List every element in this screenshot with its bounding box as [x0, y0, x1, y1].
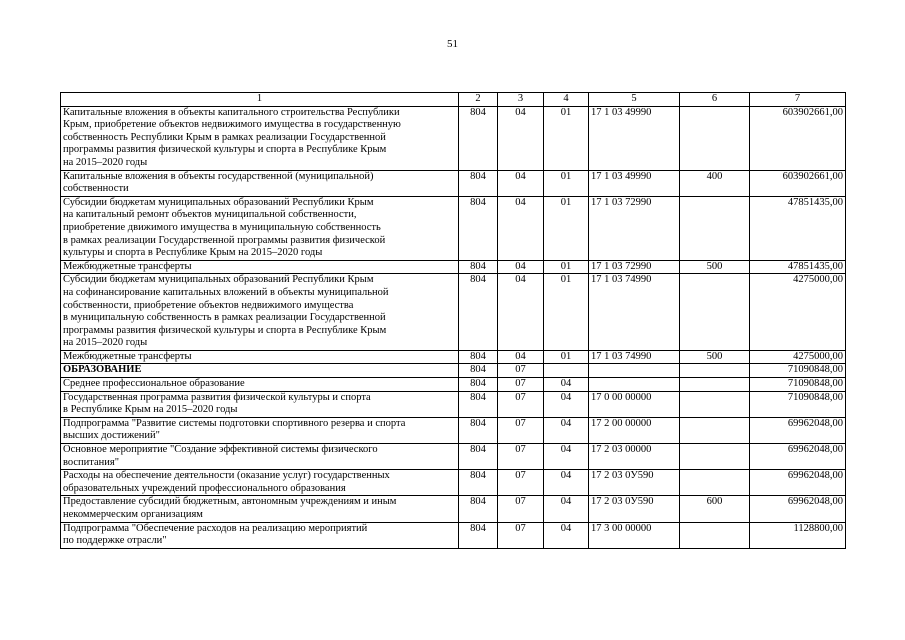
amount-cell: 4275000,00 [750, 274, 846, 351]
column-header: 7 [750, 93, 846, 107]
row-name-cell: Среднее профессиональное образование [61, 378, 459, 392]
target-article-cell: 17 1 03 49990 [589, 170, 680, 196]
section-cell: 07 [498, 364, 544, 378]
row-name-cell: Межбюджетные трансферты [61, 350, 459, 364]
section-cell: 04 [498, 274, 544, 351]
admin-code-cell: 804 [459, 378, 498, 392]
amount-cell: 69962048,00 [750, 496, 846, 522]
subsection-cell: 04 [544, 444, 589, 470]
amount-cell: 69962048,00 [750, 470, 846, 496]
admin-code-cell: 804 [459, 470, 498, 496]
subsection-cell: 04 [544, 391, 589, 417]
section-cell: 07 [498, 522, 544, 548]
target-article-cell: 17 1 03 74990 [589, 350, 680, 364]
table-row [61, 350, 846, 364]
table-row [61, 274, 846, 351]
row-name-cell: Капитальные вложения в объекты капитального строительства Республики Крым, приобретение объектов недвижимого имущества в государственную собственность Республики Крым в рамках реализации Государственной программы развития физической культуры и спорта в Республике Крым на 2015–2020 годы [61, 106, 459, 170]
subsection-cell: 04 [544, 522, 589, 548]
admin-code-cell: 804 [459, 391, 498, 417]
amount-cell: 71090848,00 [750, 364, 846, 378]
admin-code-cell: 804 [459, 106, 498, 170]
admin-code-cell: 804 [459, 417, 498, 443]
subsection-cell [544, 364, 589, 378]
column-header: 3 [498, 93, 544, 107]
table-body [61, 106, 846, 548]
section-cell: 07 [498, 378, 544, 392]
section-cell: 04 [498, 260, 544, 274]
table-row [61, 417, 846, 443]
amount-cell: 71090848,00 [750, 391, 846, 417]
section-cell: 04 [498, 196, 544, 260]
row-name-cell: Расходы на обеспечение деятельности (оказание услуг) государственных образовательных учреждений профессионального образования [61, 470, 459, 496]
table-row [61, 522, 846, 548]
amount-cell: 47851435,00 [750, 196, 846, 260]
subsection-cell: 04 [544, 417, 589, 443]
table-row [61, 170, 846, 196]
target-article-cell: 17 1 03 74990 [589, 274, 680, 351]
admin-code-cell: 804 [459, 274, 498, 351]
target-article-cell: 17 2 03 0У590 [589, 470, 680, 496]
admin-code-cell: 804 [459, 350, 498, 364]
amount-cell: 69962048,00 [750, 417, 846, 443]
target-article-cell: 17 2 03 00000 [589, 444, 680, 470]
row-name-cell: Капитальные вложения в объекты государственной (муниципальной) собственности [61, 170, 459, 196]
column-header: 5 [589, 93, 680, 107]
target-article-cell: 17 1 03 49990 [589, 106, 680, 170]
table-row [61, 391, 846, 417]
target-article-cell: 17 1 03 72990 [589, 196, 680, 260]
admin-code-cell: 804 [459, 260, 498, 274]
admin-code-cell: 804 [459, 196, 498, 260]
amount-cell: 1128800,00 [750, 522, 846, 548]
target-article-cell: 17 0 00 00000 [589, 391, 680, 417]
amount-cell: 47851435,00 [750, 260, 846, 274]
expense-type-cell [680, 522, 750, 548]
amount-cell: 603902661,00 [750, 170, 846, 196]
section-cell: 07 [498, 470, 544, 496]
row-name-cell: Предоставление субсидий бюджетным, автономным учреждениям и иным некоммерческим организациям [61, 496, 459, 522]
subsection-cell: 01 [544, 196, 589, 260]
subsection-cell: 04 [544, 470, 589, 496]
amount-cell: 69962048,00 [750, 444, 846, 470]
subsection-cell: 04 [544, 378, 589, 392]
amount-cell: 4275000,00 [750, 350, 846, 364]
section-cell: 07 [498, 444, 544, 470]
target-article-cell: 17 2 00 00000 [589, 417, 680, 443]
table-row [61, 496, 846, 522]
subsection-cell: 01 [544, 106, 589, 170]
admin-code-cell: 804 [459, 496, 498, 522]
admin-code-cell: 804 [459, 364, 498, 378]
expense-type-cell [680, 417, 750, 443]
row-name-cell: Субсидии бюджетам муниципальных образований Республики Крым на софинансирование капитальных вложений в объекты муниципальной собственности, приобретение объектов недвижимого имущества в муниципальную собственность в рамках реализации Государственной программы развития физической культуры и спорта в Республике Крым на 2015–2020 годы [61, 274, 459, 351]
expense-type-cell: 600 [680, 496, 750, 522]
admin-code-cell: 804 [459, 444, 498, 470]
section-cell: 07 [498, 391, 544, 417]
table-row [61, 470, 846, 496]
target-article-cell [589, 378, 680, 392]
expense-type-cell: 500 [680, 350, 750, 364]
row-name-cell: Основное мероприятие "Создание эффективной системы физического воспитания" [61, 444, 459, 470]
admin-code-cell: 804 [459, 522, 498, 548]
budget-table [60, 92, 846, 549]
table-header-row [61, 93, 846, 107]
section-cell: 07 [498, 496, 544, 522]
table-row [61, 196, 846, 260]
table-row [61, 364, 846, 378]
section-cell: 07 [498, 417, 544, 443]
target-article-cell: 17 2 03 0У590 [589, 496, 680, 522]
expense-type-cell [680, 196, 750, 260]
table-row [61, 106, 846, 170]
target-article-cell [589, 364, 680, 378]
expense-type-cell [680, 391, 750, 417]
column-header: 4 [544, 93, 589, 107]
target-article-cell: 17 3 00 00000 [589, 522, 680, 548]
row-name-cell: Подпрограмма "Развитие системы подготовки спортивного резерва и спорта высших достижений" [61, 417, 459, 443]
amount-cell: 71090848,00 [750, 378, 846, 392]
amount-cell: 603902661,00 [750, 106, 846, 170]
expense-type-cell [680, 274, 750, 351]
table-row [61, 444, 846, 470]
table-row [61, 378, 846, 392]
subsection-cell: 01 [544, 260, 589, 274]
column-header: 2 [459, 93, 498, 107]
section-cell: 04 [498, 350, 544, 364]
row-name-cell: Государственная программа развития физической культуры и спорта в Республике Крым на 2015–2020 годы [61, 391, 459, 417]
row-name-cell: Подпрограмма "Обеспечение расходов на реализацию мероприятий по поддержке отрасли" [61, 522, 459, 548]
table-row [61, 260, 846, 274]
expense-type-cell [680, 444, 750, 470]
column-header: 6 [680, 93, 750, 107]
subsection-cell: 04 [544, 496, 589, 522]
expense-type-cell: 500 [680, 260, 750, 274]
row-name-cell: ОБРАЗОВАНИЕ [61, 364, 459, 378]
section-cell: 04 [498, 106, 544, 170]
row-name-cell: Субсидии бюджетам муниципальных образований Республики Крым на капитальный ремонт объектов муниципальной собственности, приобретение движимого имущества в муниципальную собственность в рамках реализации Государственной программы развития физической культуры и спорта в Республике Крым на 2015–2020 годы [61, 196, 459, 260]
subsection-cell: 01 [544, 274, 589, 351]
subsection-cell: 01 [544, 350, 589, 364]
expense-type-cell [680, 364, 750, 378]
target-article-cell: 17 1 03 72990 [589, 260, 680, 274]
expense-type-cell [680, 470, 750, 496]
section-cell: 04 [498, 170, 544, 196]
admin-code-cell: 804 [459, 170, 498, 196]
expense-type-cell [680, 106, 750, 170]
expense-type-cell: 400 [680, 170, 750, 196]
subsection-cell: 01 [544, 170, 589, 196]
expense-type-cell [680, 378, 750, 392]
row-name-cell: Межбюджетные трансферты [61, 260, 459, 274]
page-number: 51 [447, 38, 458, 50]
column-header: 1 [61, 93, 459, 107]
